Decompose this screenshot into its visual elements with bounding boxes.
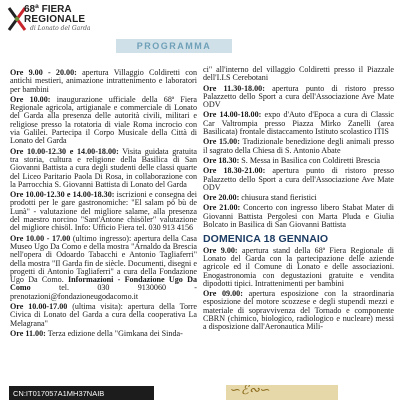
entry-time: Ore 20.00: <box>203 193 240 203</box>
program-entry <box>10 69 197 94</box>
entry-time: Ore 11.30-18.00: <box>203 83 265 93</box>
entry-text: ci" all'interno del villaggio Coldiretti presso il Piazzale dell'I.I.S Cerebotani <box>203 65 394 83</box>
footer-code-strip <box>9 386 154 400</box>
day-heading: DOMENICA 18 GENNAIO <box>203 233 329 246</box>
entry-text: Concerto con ingresso libero Stabat Mater di Giovanni Battista Pergolesi con Marta Pluda e Giulia Bolcato in Basilica di San Giovanni Battista <box>203 203 394 230</box>
entry-time: Ore 11.00: <box>10 328 46 338</box>
program-entry <box>203 247 394 288</box>
logo-edition: 68ª FIERA <box>24 4 72 15</box>
entry-time: Ore 9.00: <box>203 245 238 255</box>
program-entry <box>10 330 197 338</box>
program-entry <box>203 157 394 165</box>
program-entry <box>10 148 197 189</box>
program-column-left <box>10 69 197 340</box>
program-entry <box>203 204 394 229</box>
entry-text: Tradizionale benedizione degli animali presso il sagrato della Chiesa di S. Antonio Abate <box>203 137 394 155</box>
entry-time: Ore 10.00 - 17.00 <box>10 233 71 243</box>
program-entry <box>203 85 394 110</box>
entry-time: Ore 09.00: <box>203 289 243 299</box>
entry-text: S. Messa in Basilica con Coldiretti Brescia <box>239 155 380 165</box>
logo-tagline: di Lonato del Garda <box>30 25 91 32</box>
section-label-band <box>116 39 232 53</box>
page-header <box>0 0 400 60</box>
program-entry <box>10 96 197 146</box>
entry-contact: tel. 030 9130060 - prenotazioni@fondazioneugodacomo.it <box>10 283 197 301</box>
entry-text: Visita guidata gratuita tra storia, cultura e religione della Basilica di San Giovanni Battista a cura degli studenti delle classi quarte del Liceo Paritario Paola Di Rosa, in collaborazione con la Parrocchia S. Giovanni Battista di Lonato del Garda <box>10 146 197 189</box>
entry-time: Ore 21.00: <box>203 203 241 213</box>
entry-time: Ore 9.00 - 20.00: <box>10 68 77 77</box>
entry-text: (ultimo ingresso): apertura della Casa Museo Ugo Da Como e della mostra "Arnaldo da Brescia nell'opera di Odoardo Tabacchi e Antonio Tagliaferri" della mostra "Il Garda fin de siècle. Documenti, disegni e progetti di Antonio Tagliaferri" a cura della Fondazione Ugo Da Como. <box>10 233 197 285</box>
entry-text: apertura Villaggio Coldiretti con antichi mestieri, animazione intrattenimento e laboratori per bambini <box>10 68 197 94</box>
logo-name: REGIONALE <box>24 14 86 25</box>
entry-text: apertura punto di ristoro presso Palazzetto dello Sport a cura dell'Associazione Ave Mate ODV <box>203 83 394 110</box>
program-entry <box>10 235 197 301</box>
program-entry <box>203 111 394 136</box>
program-entry <box>203 138 394 155</box>
advert-script-art: ∽ℰ∾∽ <box>230 385 271 398</box>
entry-time: Ore 18.30: <box>203 155 240 165</box>
program-entry <box>203 66 394 83</box>
entry-time: Ore 10.00: <box>10 94 51 104</box>
entry-time: Ore 14.00-18.00: <box>203 110 262 120</box>
entry-info-label: Informazioni - Fondazione Ugo Da Como <box>10 275 197 293</box>
footer-advert <box>226 385 338 400</box>
entry-time: Ore 10.00-12.30 e 14.00-18.00: <box>10 146 119 156</box>
entry-time: Ore 15.00: <box>203 137 240 147</box>
entry-text: chiusura stand fieristici <box>239 193 317 203</box>
program-entry <box>10 303 197 328</box>
section-label: PROGRAMMA <box>136 41 212 51</box>
program-entry <box>203 290 394 331</box>
entry-time: Ore 10.00-12.30 e 14.00-18.30: <box>10 190 115 200</box>
program-entry <box>10 191 197 232</box>
entry-text: iscrizioni e consegna dei prodotti per le gare gastronomiche: "El salam pö bù de Lunà" - valutazione del migliore salame, alla presenza del maestro norcino "Sant'Antone chisöler" valutazione del migliore chisöl. Info: Ufficio Fiera tel. 030 913 4156 <box>10 190 197 233</box>
entry-text: apertura esposizione con la straordinaria esposizione del motore scozzese e degli stupendi mezzi e materiale di sopravvivenza del Tornado e componente CBRN (chimico, biologico, radiologico e nucleare) messi a disposizione dall'Aeronautica Mili- <box>203 289 394 332</box>
entry-text: Terza edizione della "Gimkana dei Sinda- <box>45 328 183 338</box>
entry-text: inaugurazione ufficiale della 68ª Fiera Regionale agricola, artigianale e commerciale di Lonato del Garda alla presenza delle autorità civili, militari e religiose presso la rotatoria di viale Roma incrocio con via Galilei. Partecipa il Corpo Musicale della Città di Lonato del Garda <box>10 94 197 146</box>
entry-text: apertura stand della 68ª Fiera Regionale di Lonato del Garda con la partecipazione delle aziende agricole ed il Comune di Lonato e delle associazioni. Enogastronomia con degustazioni gratuite e vendita dipodotti tipici. Intrattenimenti per bambini <box>203 245 394 288</box>
footer-code: CN:IT017057A1MH37NAIB <box>13 388 105 398</box>
program-entry <box>203 167 394 192</box>
program-entry <box>203 194 394 202</box>
entry-text: expo d'Auto d'Epoca a cura di Classic Car Valtrompia presso Piazza Mirko Zanelli (area Basilicata) frontale distaccamento Istituto scolastico ITIS <box>203 110 395 137</box>
fiera-logo <box>6 4 116 36</box>
entry-text: apertura punto di ristoro presso Palazzetto dello Sport a cura dell'Associazione Ave Mate ODV <box>203 166 394 192</box>
entry-time: Ore 10.00-17.00 <box>10 302 68 312</box>
entry-text: (ultima visita): apertura della Torre Civica di Lonato del Garda a cura della cooperativa La Melagrana" <box>10 302 197 328</box>
entry-time: Ore 18.30-21.00: <box>203 166 266 176</box>
program-column-right <box>203 66 394 334</box>
